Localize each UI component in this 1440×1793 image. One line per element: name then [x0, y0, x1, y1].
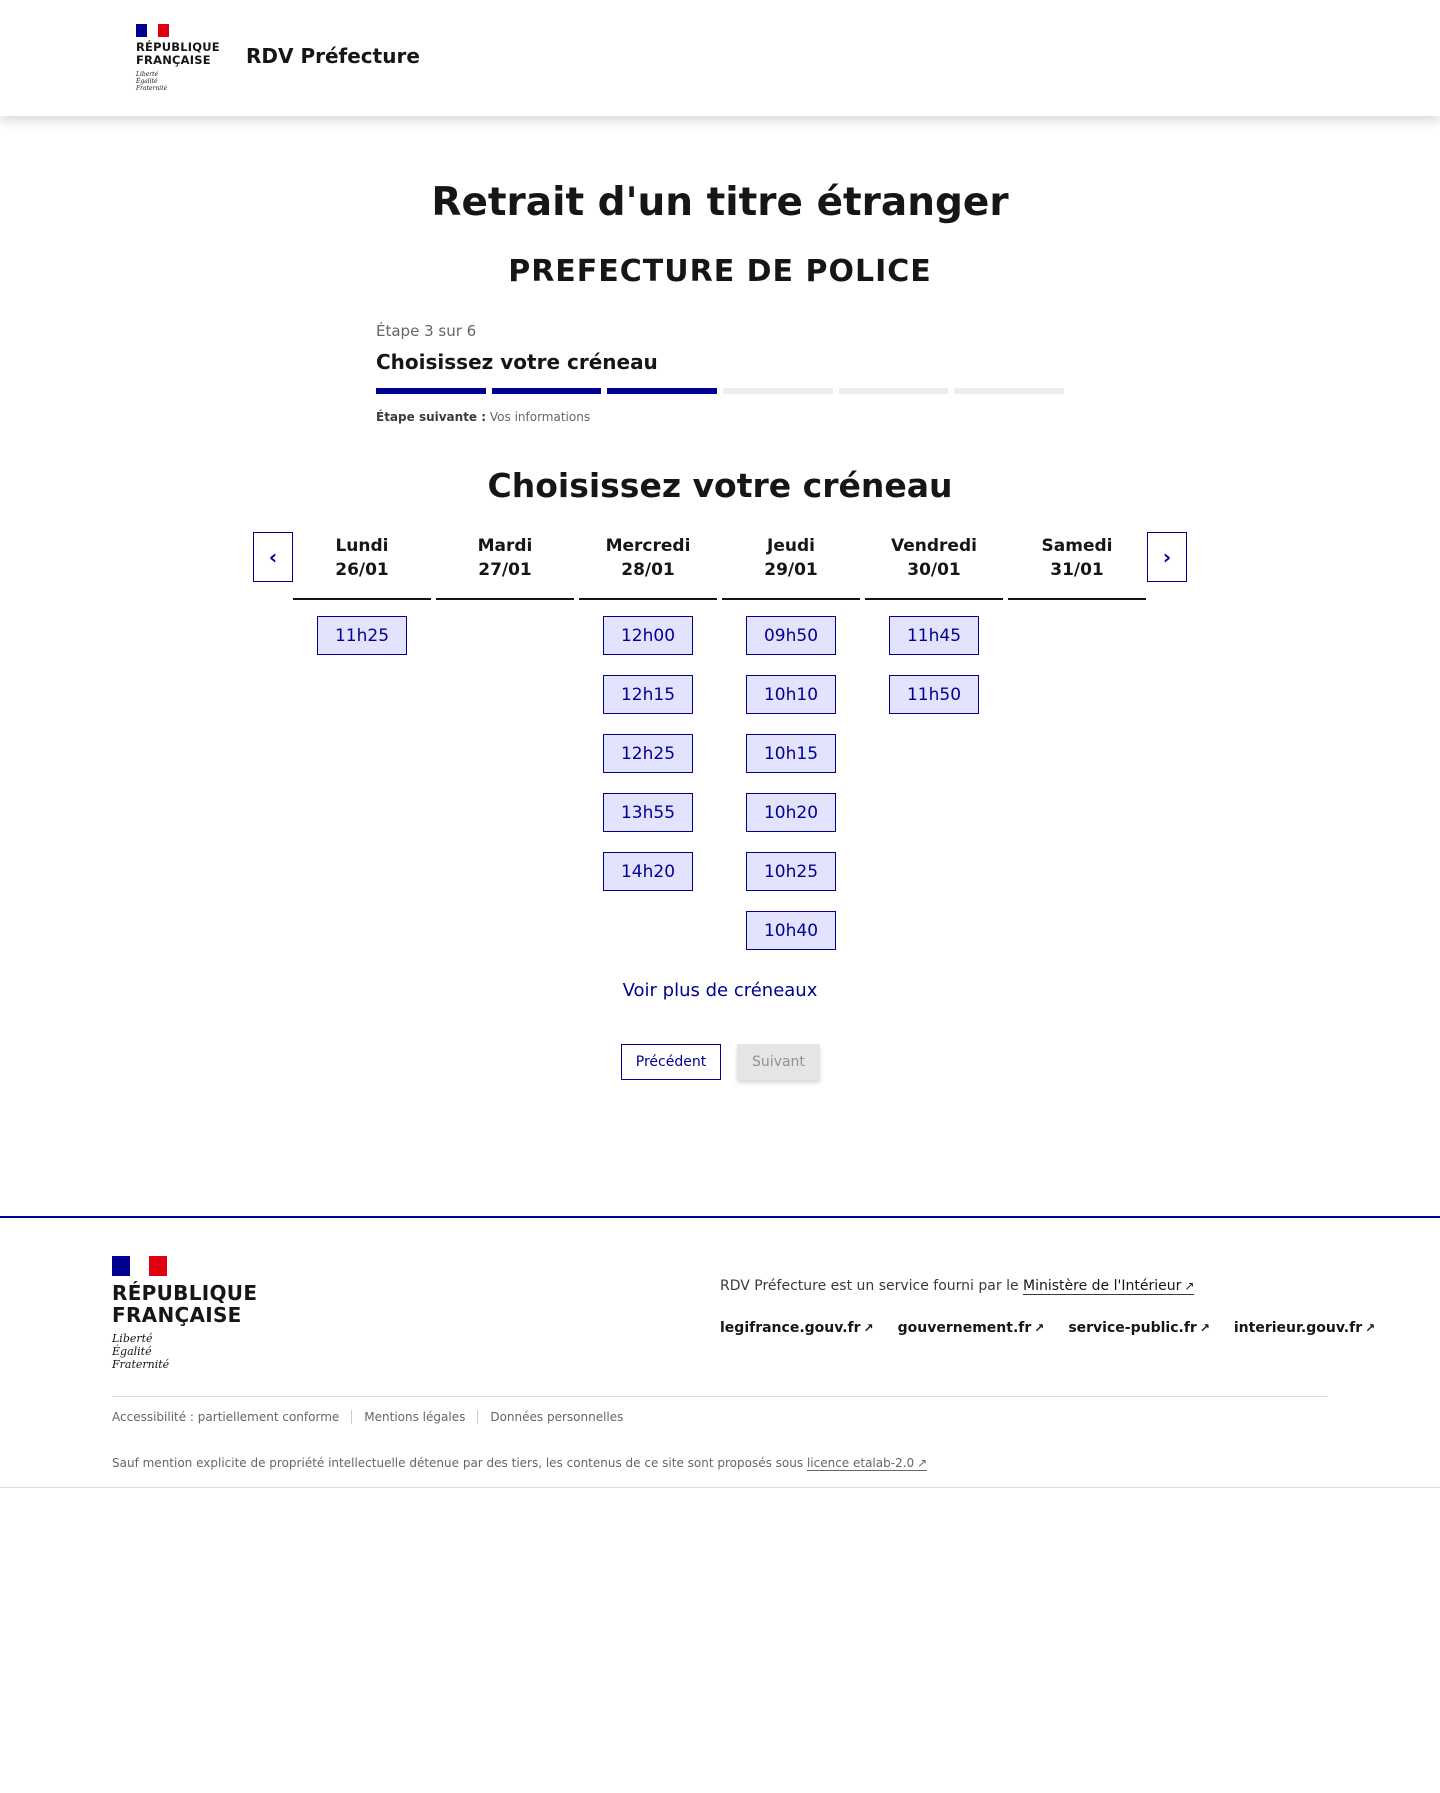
day-header [293, 532, 431, 600]
footer-devise: Liberté Égalité Fraternité [112, 1332, 170, 1371]
footer-bottom-link[interactable]: Mentions légales [351, 1410, 477, 1424]
external-link-icon: ↗ [863, 1321, 874, 1335]
footer-link[interactable]: service-public.fr ↗ [1068, 1320, 1210, 1336]
day-date: 26/01 [335, 560, 389, 580]
external-link-icon: ↗ [1034, 1321, 1045, 1335]
step-bar [954, 388, 1064, 394]
external-link-icon: ↗ [917, 1456, 928, 1470]
page-subtitle: PREFECTURE DE POLICE [508, 254, 932, 289]
step-bar [839, 388, 949, 394]
slot-list [579, 600, 717, 891]
time-slot-button[interactable]: 10h40 [746, 911, 836, 950]
slot-calendar [293, 532, 1146, 950]
step-next-label: Étape suivante : [376, 410, 487, 424]
time-slot-button[interactable]: 11h25 [317, 616, 407, 655]
day-name: Vendredi [891, 536, 977, 556]
day-name: Samedi [1041, 536, 1113, 556]
day-date: 29/01 [764, 560, 818, 580]
chevron-left-icon: ‹ [268, 545, 278, 569]
day-column [1008, 532, 1146, 950]
license-link[interactable]: licence etalab-2.0 ↗ [806, 1456, 928, 1470]
slot-list [865, 600, 1003, 714]
time-slot-button[interactable]: 13h55 [603, 793, 693, 832]
footer-bottom-link[interactable]: Données personnelles [477, 1410, 635, 1424]
more-slots-link[interactable]: Voir plus de créneaux [622, 980, 818, 1001]
marianne-flag-icon [112, 1256, 167, 1276]
logo-devise: Liberté Égalité Fraternité [136, 71, 168, 92]
step-progress [376, 388, 1064, 394]
slot-list [293, 600, 431, 655]
time-slot-button[interactable]: 10h25 [746, 852, 836, 891]
ministere-link[interactable]: Ministère de l'Intérieur ↗ [1023, 1278, 1195, 1294]
day-column [579, 532, 717, 950]
step-bar [607, 388, 717, 394]
logo-text: RÉPUBLIQUE FRANÇAISE [136, 40, 220, 67]
time-slot-button[interactable]: 11h45 [889, 616, 979, 655]
slot-list [722, 600, 860, 950]
external-link-icon: ↗ [1184, 1279, 1195, 1293]
service-title[interactable]: RDV Préfecture [246, 44, 420, 68]
step-bar [376, 388, 486, 394]
step-bar [723, 388, 833, 394]
day-date: 30/01 [907, 560, 961, 580]
footer-link[interactable]: gouvernement.fr ↗ [897, 1320, 1045, 1336]
footer-description: RDV Préfecture est un service fourni par le Ministère de l'Intérieur ↗ [720, 1278, 1195, 1294]
day-header [865, 532, 1003, 600]
page-title: Retrait d'un titre étranger [431, 180, 1009, 225]
republique-francaise-logo[interactable] [136, 24, 220, 92]
day-column [293, 532, 431, 950]
time-slot-button[interactable]: 10h20 [746, 793, 836, 832]
footer-divider [112, 1396, 1328, 1397]
time-slot-button[interactable]: 10h15 [746, 734, 836, 773]
footer-license: Sauf mention explicite de propriété intellectuelle détenue par des tiers, les contenus de ce site sont proposés sous licence etalab-2.0 ↗ [112, 1456, 928, 1470]
marianne-flag-icon [136, 24, 169, 37]
slot-list [436, 600, 574, 616]
slot-list [1008, 600, 1146, 616]
day-date: 27/01 [478, 560, 532, 580]
time-slot-button[interactable]: 12h00 [603, 616, 693, 655]
footer-logo[interactable] [112, 1256, 258, 1371]
day-header [722, 532, 860, 600]
stepper [376, 322, 1064, 424]
time-slot-button[interactable]: 11h50 [889, 675, 979, 714]
day-header [579, 532, 717, 600]
step-next [376, 410, 1064, 424]
day-date: 28/01 [621, 560, 675, 580]
time-slot-button[interactable]: 10h10 [746, 675, 836, 714]
footer-links [720, 1320, 1375, 1336]
day-column [865, 532, 1003, 950]
external-link-icon: ↗ [1199, 1321, 1210, 1335]
time-slot-button[interactable]: 14h20 [603, 852, 693, 891]
step-next-value: Vos informations [489, 410, 591, 424]
time-slot-button[interactable]: 12h25 [603, 734, 693, 773]
day-column [722, 532, 860, 950]
time-slot-button[interactable]: 09h50 [746, 616, 836, 655]
day-header [436, 532, 574, 600]
site-header [0, 0, 1440, 116]
previous-week-button[interactable] [253, 532, 293, 582]
step-title: Choisissez votre créneau [376, 350, 658, 374]
next-button[interactable]: Suivant [737, 1044, 820, 1080]
external-link-icon: ↗ [1365, 1321, 1376, 1335]
footer-link[interactable]: interieur.gouv.fr ↗ [1233, 1320, 1376, 1336]
day-name: Lundi [335, 536, 389, 556]
footer-logo-text: RÉPUBLIQUE FRANÇAISE [112, 1281, 258, 1327]
day-name: Mardi [477, 536, 533, 556]
day-name: Mercredi [605, 536, 691, 556]
day-date: 31/01 [1050, 560, 1104, 580]
time-slot-button[interactable]: 12h15 [603, 675, 693, 714]
next-week-button[interactable] [1147, 532, 1187, 582]
footer-bottom-links [112, 1410, 635, 1424]
footer-bottom-link[interactable]: Accessibilité : partiellement conforme [112, 1410, 340, 1424]
site-footer [0, 1216, 1440, 1488]
day-header [1008, 532, 1146, 600]
previous-button[interactable]: Précédent [621, 1044, 721, 1080]
step-count: Étape 3 sur 6 [376, 322, 477, 340]
section-title: Choisissez votre créneau [487, 466, 953, 505]
day-column [436, 532, 574, 950]
footer-link[interactable]: legifrance.gouv.fr ↗ [720, 1320, 874, 1336]
step-bar [492, 388, 602, 394]
day-name: Jeudi [767, 536, 815, 556]
chevron-right-icon: › [1162, 545, 1172, 569]
